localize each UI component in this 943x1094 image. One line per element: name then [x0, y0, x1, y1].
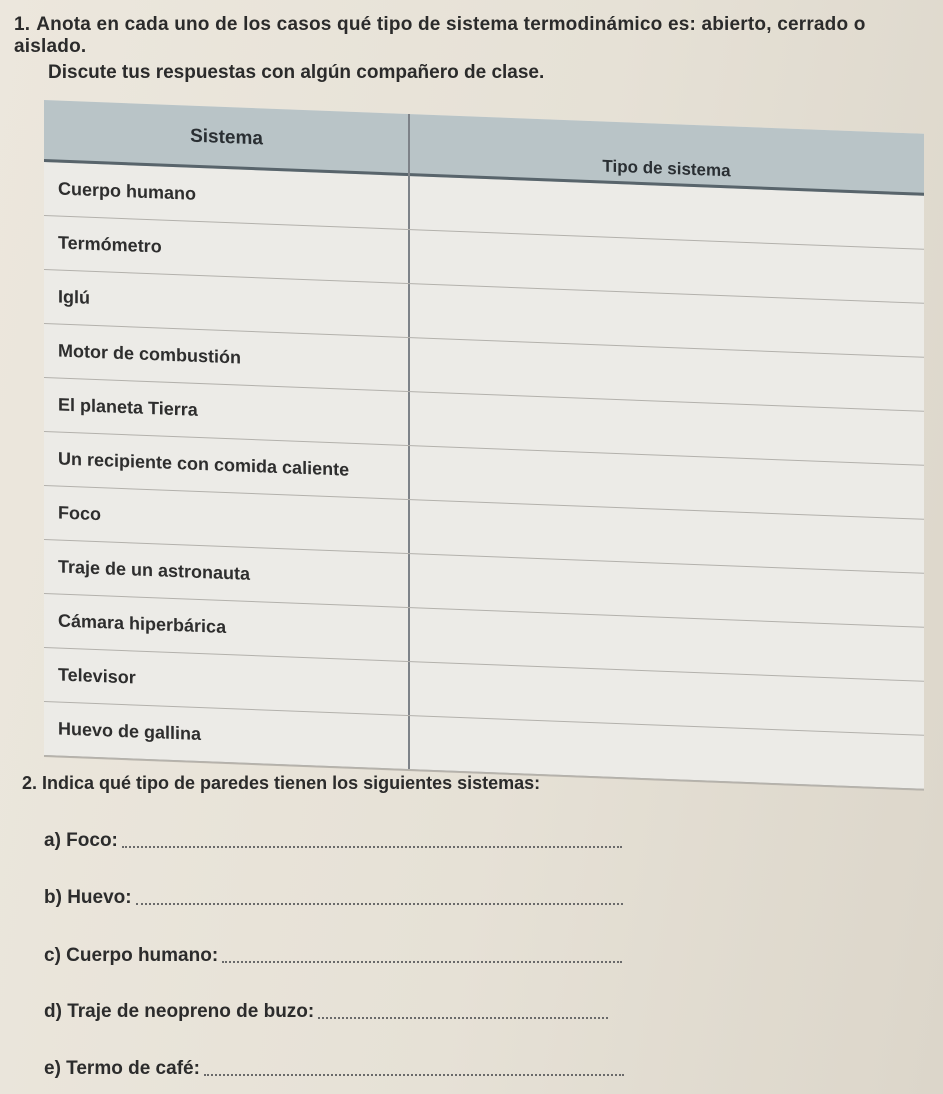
system-name: El planeta Tierra	[58, 394, 198, 420]
question-1-text: Anota en cada uno de los casos qué tipo de sistema termodinámico es: abierto, cerrado o aislado.	[14, 14, 866, 57]
question-1	[14, 14, 943, 58]
answer-blank[interactable]	[204, 1073, 624, 1076]
system-name: Cuerpo humano	[58, 178, 196, 204]
system-name: Cámara hiperbárica	[58, 610, 227, 637]
question-2: 2. Indica qué tipo de paredes tienen los siguientes sistemas:	[22, 773, 541, 793]
answer-label: b) Huevo:	[44, 887, 132, 908]
system-name: Motor de combustión	[58, 340, 241, 368]
answer-blank[interactable]	[122, 845, 622, 848]
system-name: Foco	[58, 502, 101, 525]
header-system: Sistema	[190, 125, 263, 150]
answer-item	[44, 1058, 624, 1080]
system-name: Termómetro	[58, 232, 162, 257]
answer-label: e) Termo de café:	[44, 1058, 200, 1079]
answer-label: c) Cuerpo humano:	[44, 945, 219, 966]
question-1-subtext: Discute tus respuestas con algún compañero de clase.	[48, 62, 545, 83]
answer-item	[44, 945, 622, 967]
system-name: Iglú	[58, 286, 90, 308]
system-name: Traje de un astronauta	[58, 556, 251, 584]
answer-item	[44, 1001, 608, 1023]
answer-item	[44, 887, 623, 909]
systems-table	[44, 100, 924, 791]
answer-label: d) Traje de neopreno de buzo:	[44, 1001, 315, 1022]
answer-blank[interactable]	[136, 902, 623, 905]
system-name: Televisor	[58, 664, 136, 688]
answer-item	[44, 830, 622, 852]
header-type: Tipo de sistema	[602, 156, 731, 181]
system-name: Un recipiente con comida caliente	[58, 448, 350, 480]
answer-blank[interactable]	[222, 960, 622, 963]
system-name: Huevo de gallina	[58, 718, 202, 745]
answer-blank[interactable]	[318, 1016, 608, 1019]
question-1-number: 1.	[14, 14, 31, 35]
table-body	[44, 162, 924, 790]
answer-label: a) Foco:	[44, 830, 118, 851]
